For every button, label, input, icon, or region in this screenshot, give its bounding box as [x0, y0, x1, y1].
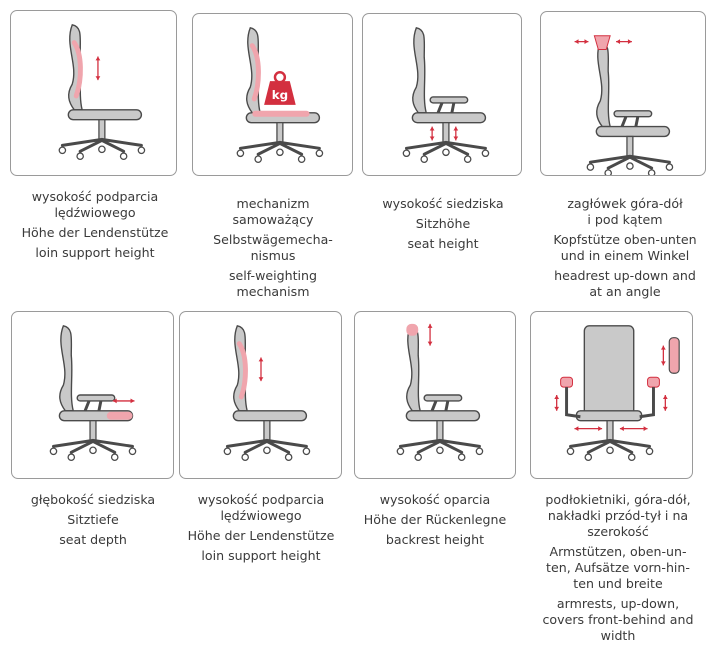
caption-lumbar-height-2 — [170, 492, 352, 564]
weight-handle — [275, 72, 285, 82]
caption-de-line: Höhe der Lendenstütze — [187, 528, 335, 543]
caption-en-line: armrests, up-down, — [556, 596, 680, 611]
tile-seat-depth — [11, 311, 174, 479]
chair-armrests-illustration — [531, 312, 692, 478]
caption-en-line: width — [600, 628, 636, 643]
caption-de-line: Kopfstütze oben-unten — [553, 232, 697, 247]
chair-lumbar-illustration — [11, 11, 176, 175]
chair-self-weighting-illustration — [193, 14, 352, 175]
caster-wheel — [138, 147, 144, 153]
caption-pl-line: zagłówek góra-dół — [567, 196, 683, 211]
chair-armrest — [614, 111, 652, 117]
caption-headrest — [533, 196, 717, 300]
caption-pl-line: głębokość siedziska — [30, 492, 156, 507]
chair-seat-depth-illustration — [12, 312, 173, 478]
arrow-head-icon — [453, 127, 458, 131]
arrow-head-icon — [131, 399, 135, 404]
caption-de-line: ten und breite — [573, 576, 663, 591]
chair-seat — [68, 110, 141, 120]
caster-wheel — [482, 150, 488, 156]
caster-wheel — [303, 448, 309, 454]
weight-label: kg — [271, 87, 289, 102]
caster-wheel — [443, 149, 449, 155]
caption-pl-line: lędźwiowego — [54, 205, 136, 220]
arrow-head-icon — [663, 407, 668, 411]
caster-wheel — [224, 448, 230, 454]
chair-backrest — [413, 28, 426, 113]
caster-wheel — [242, 454, 248, 460]
seat-weight-highlight — [252, 111, 309, 117]
caption-pl-line: wysokość oparcia — [379, 492, 491, 507]
chair-backrest — [597, 42, 610, 127]
caption-pl-line: mechanizm — [236, 196, 310, 211]
chair-seat — [576, 411, 641, 421]
arrow-head-icon — [259, 357, 264, 361]
caption-de-line: nismus — [250, 248, 296, 263]
chair-backrest — [407, 326, 420, 411]
chair-seat — [596, 127, 669, 137]
caption-en-line: at an angle — [589, 284, 661, 299]
caster-wheel — [285, 454, 291, 460]
caster-wheel — [264, 447, 270, 453]
chair-backrest-height-illustration — [355, 312, 515, 478]
caption-en-line: mechanism — [236, 284, 310, 299]
armrest-side-view — [669, 338, 679, 374]
arrow-head-icon — [430, 136, 435, 140]
arrow-head-icon — [554, 395, 559, 399]
caster-wheel — [437, 447, 443, 453]
chair-lumbar-illustration-2 — [180, 312, 341, 478]
chair-backrest — [60, 326, 73, 411]
tile-armrests — [530, 311, 693, 479]
arrow-head-icon — [663, 395, 668, 399]
caption-en-line: covers front-behind and — [542, 612, 694, 627]
gas-cylinder — [264, 421, 270, 441]
caption-pl-line: samoważący — [232, 212, 314, 227]
armrest-support — [85, 401, 101, 411]
caster-wheel — [237, 150, 243, 156]
caption-en-line: self-weighting — [228, 268, 318, 283]
caption-de-line: Armstützen, oben-un- — [549, 544, 687, 559]
arrow-head-icon — [620, 426, 624, 431]
chair-backrest — [584, 326, 633, 417]
gas-cylinder — [437, 421, 443, 441]
caption-pl-line: wysokość siedziska — [382, 196, 504, 211]
arrow-head-icon — [628, 39, 632, 44]
tile-backrest-height — [354, 311, 516, 479]
arrow-head-icon — [554, 407, 559, 411]
caption-seat-height — [352, 196, 534, 252]
armrest-support — [438, 103, 454, 113]
backrest-top-highlight — [406, 324, 418, 336]
arrow-head-icon — [616, 39, 620, 44]
caster-wheel — [605, 170, 611, 175]
caster-wheel — [567, 448, 573, 454]
arrow-head-icon — [598, 426, 602, 431]
tile-lumbar-height-2 — [179, 311, 342, 479]
caster-wheel — [476, 448, 482, 454]
gas-cylinder — [627, 136, 633, 156]
caption-seat-depth — [0, 492, 186, 548]
caption-de-line: ten, Aufsätze vorn-hin- — [546, 560, 690, 575]
chair-headrest-illustration — [541, 12, 705, 175]
caption-de-line: Höhe der Lendenstütze — [21, 225, 169, 240]
caster-wheel — [50, 448, 56, 454]
armrest-pad-left — [561, 377, 573, 387]
caster-wheel — [587, 164, 593, 170]
gas-cylinder — [443, 123, 449, 143]
caster-wheel — [459, 454, 465, 460]
tile-seat-height — [362, 13, 522, 176]
caption-de-line: Höhe der Rückenlegne — [363, 512, 507, 527]
caster-wheel — [403, 150, 409, 156]
caster-wheel — [99, 146, 105, 152]
caster-wheel — [59, 147, 65, 153]
gas-cylinder — [607, 421, 613, 441]
caption-armrests — [521, 492, 715, 644]
tile-self-weighting — [192, 13, 353, 176]
caster-wheel — [421, 156, 427, 162]
chair-armrest — [424, 395, 462, 401]
arrow-head-icon — [259, 377, 264, 381]
caption-pl-line: wysokość podparcia — [197, 492, 325, 507]
caster-wheel — [298, 156, 304, 162]
caster-wheel — [627, 163, 633, 169]
arrow-head-icon — [430, 127, 435, 131]
arrow-head-icon — [644, 426, 648, 431]
caster-wheel — [255, 156, 261, 162]
tile-lumbar-height — [10, 10, 177, 176]
tile-headrest — [540, 11, 706, 176]
caster-wheel — [397, 448, 403, 454]
caption-en-line: loin support height — [201, 548, 321, 563]
caption-pl-line: lędźwiowego — [220, 508, 302, 523]
caster-wheel — [415, 454, 421, 460]
chair-armrest — [77, 395, 115, 401]
caption-pl-line: wysokość podparcia — [31, 189, 159, 204]
gas-cylinder — [90, 421, 96, 441]
chair-seat — [406, 411, 479, 421]
caption-pl-line: i pod kątem — [587, 212, 663, 227]
armrest-support — [432, 401, 448, 411]
caption-en-line: seat depth — [59, 532, 127, 547]
caster-wheel — [68, 454, 74, 460]
caster-wheel — [646, 448, 652, 454]
gas-cylinder — [99, 120, 105, 140]
caster-wheel — [629, 454, 635, 460]
arrow-head-icon — [428, 342, 433, 346]
caption-de-line: Selbstwägemecha- — [213, 232, 333, 247]
caster-wheel — [465, 156, 471, 162]
caption-pl-line: szerokość — [587, 524, 649, 539]
chair-seat — [412, 113, 485, 123]
caption-en-line: loin support height — [35, 245, 155, 260]
arrow-head-icon — [96, 76, 101, 80]
caster-wheel — [112, 454, 118, 460]
caster-wheel — [316, 150, 322, 156]
caster-wheel — [648, 170, 654, 175]
caption-en-line: backrest height — [385, 532, 485, 547]
chair-seat-height-illustration — [363, 14, 521, 175]
arrow-head-icon — [661, 361, 666, 365]
arrow-head-icon — [453, 136, 458, 140]
caption-en-line: seat height — [407, 236, 479, 251]
caster-wheel — [277, 149, 283, 155]
caster-wheel — [129, 448, 135, 454]
caption-en-line: headrest up-down and — [554, 268, 696, 283]
caption-pl-line: nakładki przód-tył i na — [547, 508, 689, 523]
chair-armrest — [430, 97, 468, 103]
caption-lumbar-height — [0, 189, 190, 261]
caster-wheel — [607, 447, 613, 453]
chair-seat — [233, 411, 306, 421]
caster-wheel — [585, 454, 591, 460]
armrest-support — [622, 117, 638, 127]
caster-wheel — [77, 153, 83, 159]
arrow-head-icon — [428, 324, 433, 328]
arrow-head-icon — [584, 39, 588, 44]
caption-de-line: und in einem Winkel — [560, 248, 690, 263]
gas-cylinder — [277, 123, 283, 143]
caster-wheel — [120, 153, 126, 159]
caption-de-line: Sitzhöhe — [415, 216, 471, 231]
arrow-head-icon — [96, 56, 101, 60]
arrow-head-icon — [574, 426, 578, 431]
caster-wheel — [666, 164, 672, 170]
caption-backrest-height — [344, 492, 526, 548]
caption-pl-line: podłokietniki, góra-dół, — [545, 492, 691, 507]
arrow-head-icon — [575, 39, 579, 44]
armrest-pad-right — [648, 377, 660, 387]
caption-self-weighting — [182, 196, 364, 300]
seat-depth-highlight — [107, 412, 133, 420]
caption-de-line: Sitztiefe — [67, 512, 119, 527]
arrow-head-icon — [661, 346, 666, 350]
caster-wheel — [90, 447, 96, 453]
